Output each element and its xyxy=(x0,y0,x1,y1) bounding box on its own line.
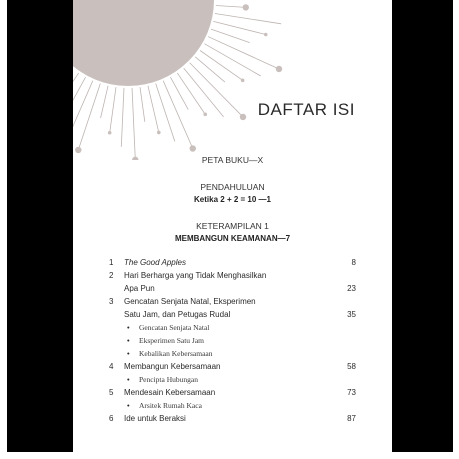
toc-subitem xyxy=(109,349,356,362)
toc-number: 1 xyxy=(109,258,114,267)
toc-number: 6 xyxy=(109,414,114,423)
ray-dot xyxy=(75,147,81,153)
toc-row xyxy=(109,362,356,375)
book-page xyxy=(73,0,392,452)
toc-row xyxy=(109,258,356,271)
sun-ray xyxy=(132,88,135,160)
ray-dot xyxy=(240,114,246,120)
intro-label: PENDAHULUAN xyxy=(200,182,265,192)
sun-ray xyxy=(216,6,246,8)
toc-subitem-title: Gencatan Senjata Natal xyxy=(139,323,210,332)
intro-title: Ketika 2 + 2 = 10 —1 xyxy=(194,195,271,204)
toc-number: 4 xyxy=(109,362,114,371)
ray-dot xyxy=(203,113,207,117)
sun-ray xyxy=(140,87,145,122)
toc-page: 58 xyxy=(347,362,356,371)
sun-ray xyxy=(170,77,188,109)
sun-ray xyxy=(208,37,279,69)
sun-ray xyxy=(78,84,100,150)
toc-page: 23 xyxy=(347,284,356,293)
toc-title: Membangun Kebersamaan xyxy=(124,362,221,371)
ray-dot xyxy=(264,33,268,37)
toc-subitem-title: Eksperimen Satu Jam xyxy=(139,336,204,345)
toc-number: 5 xyxy=(109,388,114,397)
skill-title: MEMBANGUN KEAMANAN—7 xyxy=(174,234,291,243)
sun-ray xyxy=(190,63,243,117)
ray-dot xyxy=(157,131,161,135)
toc-title: The Good Apples xyxy=(124,258,186,267)
toc-number: 2 xyxy=(109,271,114,280)
bullet: • xyxy=(127,375,130,384)
bullet: • xyxy=(127,336,130,345)
sunburst-illustration xyxy=(73,0,392,160)
toc-page: 8 xyxy=(351,258,356,267)
toc-title: Gencatan Senjata Natal, Eksperimen xyxy=(124,297,256,306)
toc-row xyxy=(109,310,356,323)
toc-row xyxy=(109,297,356,310)
sun-ray xyxy=(148,86,159,133)
sun-ray xyxy=(73,81,93,133)
toc-row xyxy=(109,414,356,427)
toc-row xyxy=(109,271,356,284)
toc-subitem xyxy=(109,323,356,336)
sun-ray xyxy=(110,87,116,133)
toc-subitem-title: Arsitek Rumah Kaca xyxy=(139,401,202,410)
toc-page: 73 xyxy=(347,388,356,397)
skill-label: KETERAMPILAN 1 xyxy=(196,221,269,231)
sun-ray xyxy=(195,57,225,82)
toc-title: Mendesain Kebersamaan xyxy=(124,388,216,397)
toc-subitem xyxy=(109,375,356,388)
toc-title: Apa Pun xyxy=(124,284,155,293)
page-title: DAFTAR ISI xyxy=(257,100,355,119)
ray-dot xyxy=(241,79,245,83)
sun-ray xyxy=(215,14,281,24)
bullet: • xyxy=(127,323,130,332)
toc-row xyxy=(109,388,356,401)
toc-number: 3 xyxy=(109,297,114,306)
bullet: • xyxy=(127,401,130,410)
ray-dot xyxy=(276,66,282,72)
bullet: • xyxy=(127,349,130,358)
sun-ray xyxy=(101,86,108,118)
map-line: PETA BUKU—X xyxy=(201,155,264,165)
ray-dot xyxy=(243,4,249,10)
ray-dot xyxy=(108,131,112,135)
toc-subitem-title: Pencipta Hubungan xyxy=(139,375,198,384)
toc-row xyxy=(109,284,356,297)
toc-subitem xyxy=(109,336,356,349)
toc-title: Hari Berharga yang Tidak Menghasilkan xyxy=(124,271,267,280)
sun-ray xyxy=(177,73,205,114)
toc-title: Satu Jam, dan Petugas Rudal xyxy=(124,310,231,319)
sun-disc xyxy=(73,0,214,86)
toc-subitem xyxy=(109,401,356,414)
toc-title: Ide untuk Beraksi xyxy=(124,414,186,423)
ray-dot xyxy=(190,145,196,151)
sun-ray xyxy=(121,88,124,147)
toc-list xyxy=(109,258,356,427)
toc-subitem-title: Kebalikan Kebersamaan xyxy=(139,349,213,358)
sun-ray xyxy=(73,77,86,116)
toc-page: 87 xyxy=(347,414,356,423)
toc-page: 35 xyxy=(347,310,356,319)
sun-ray xyxy=(200,50,243,80)
